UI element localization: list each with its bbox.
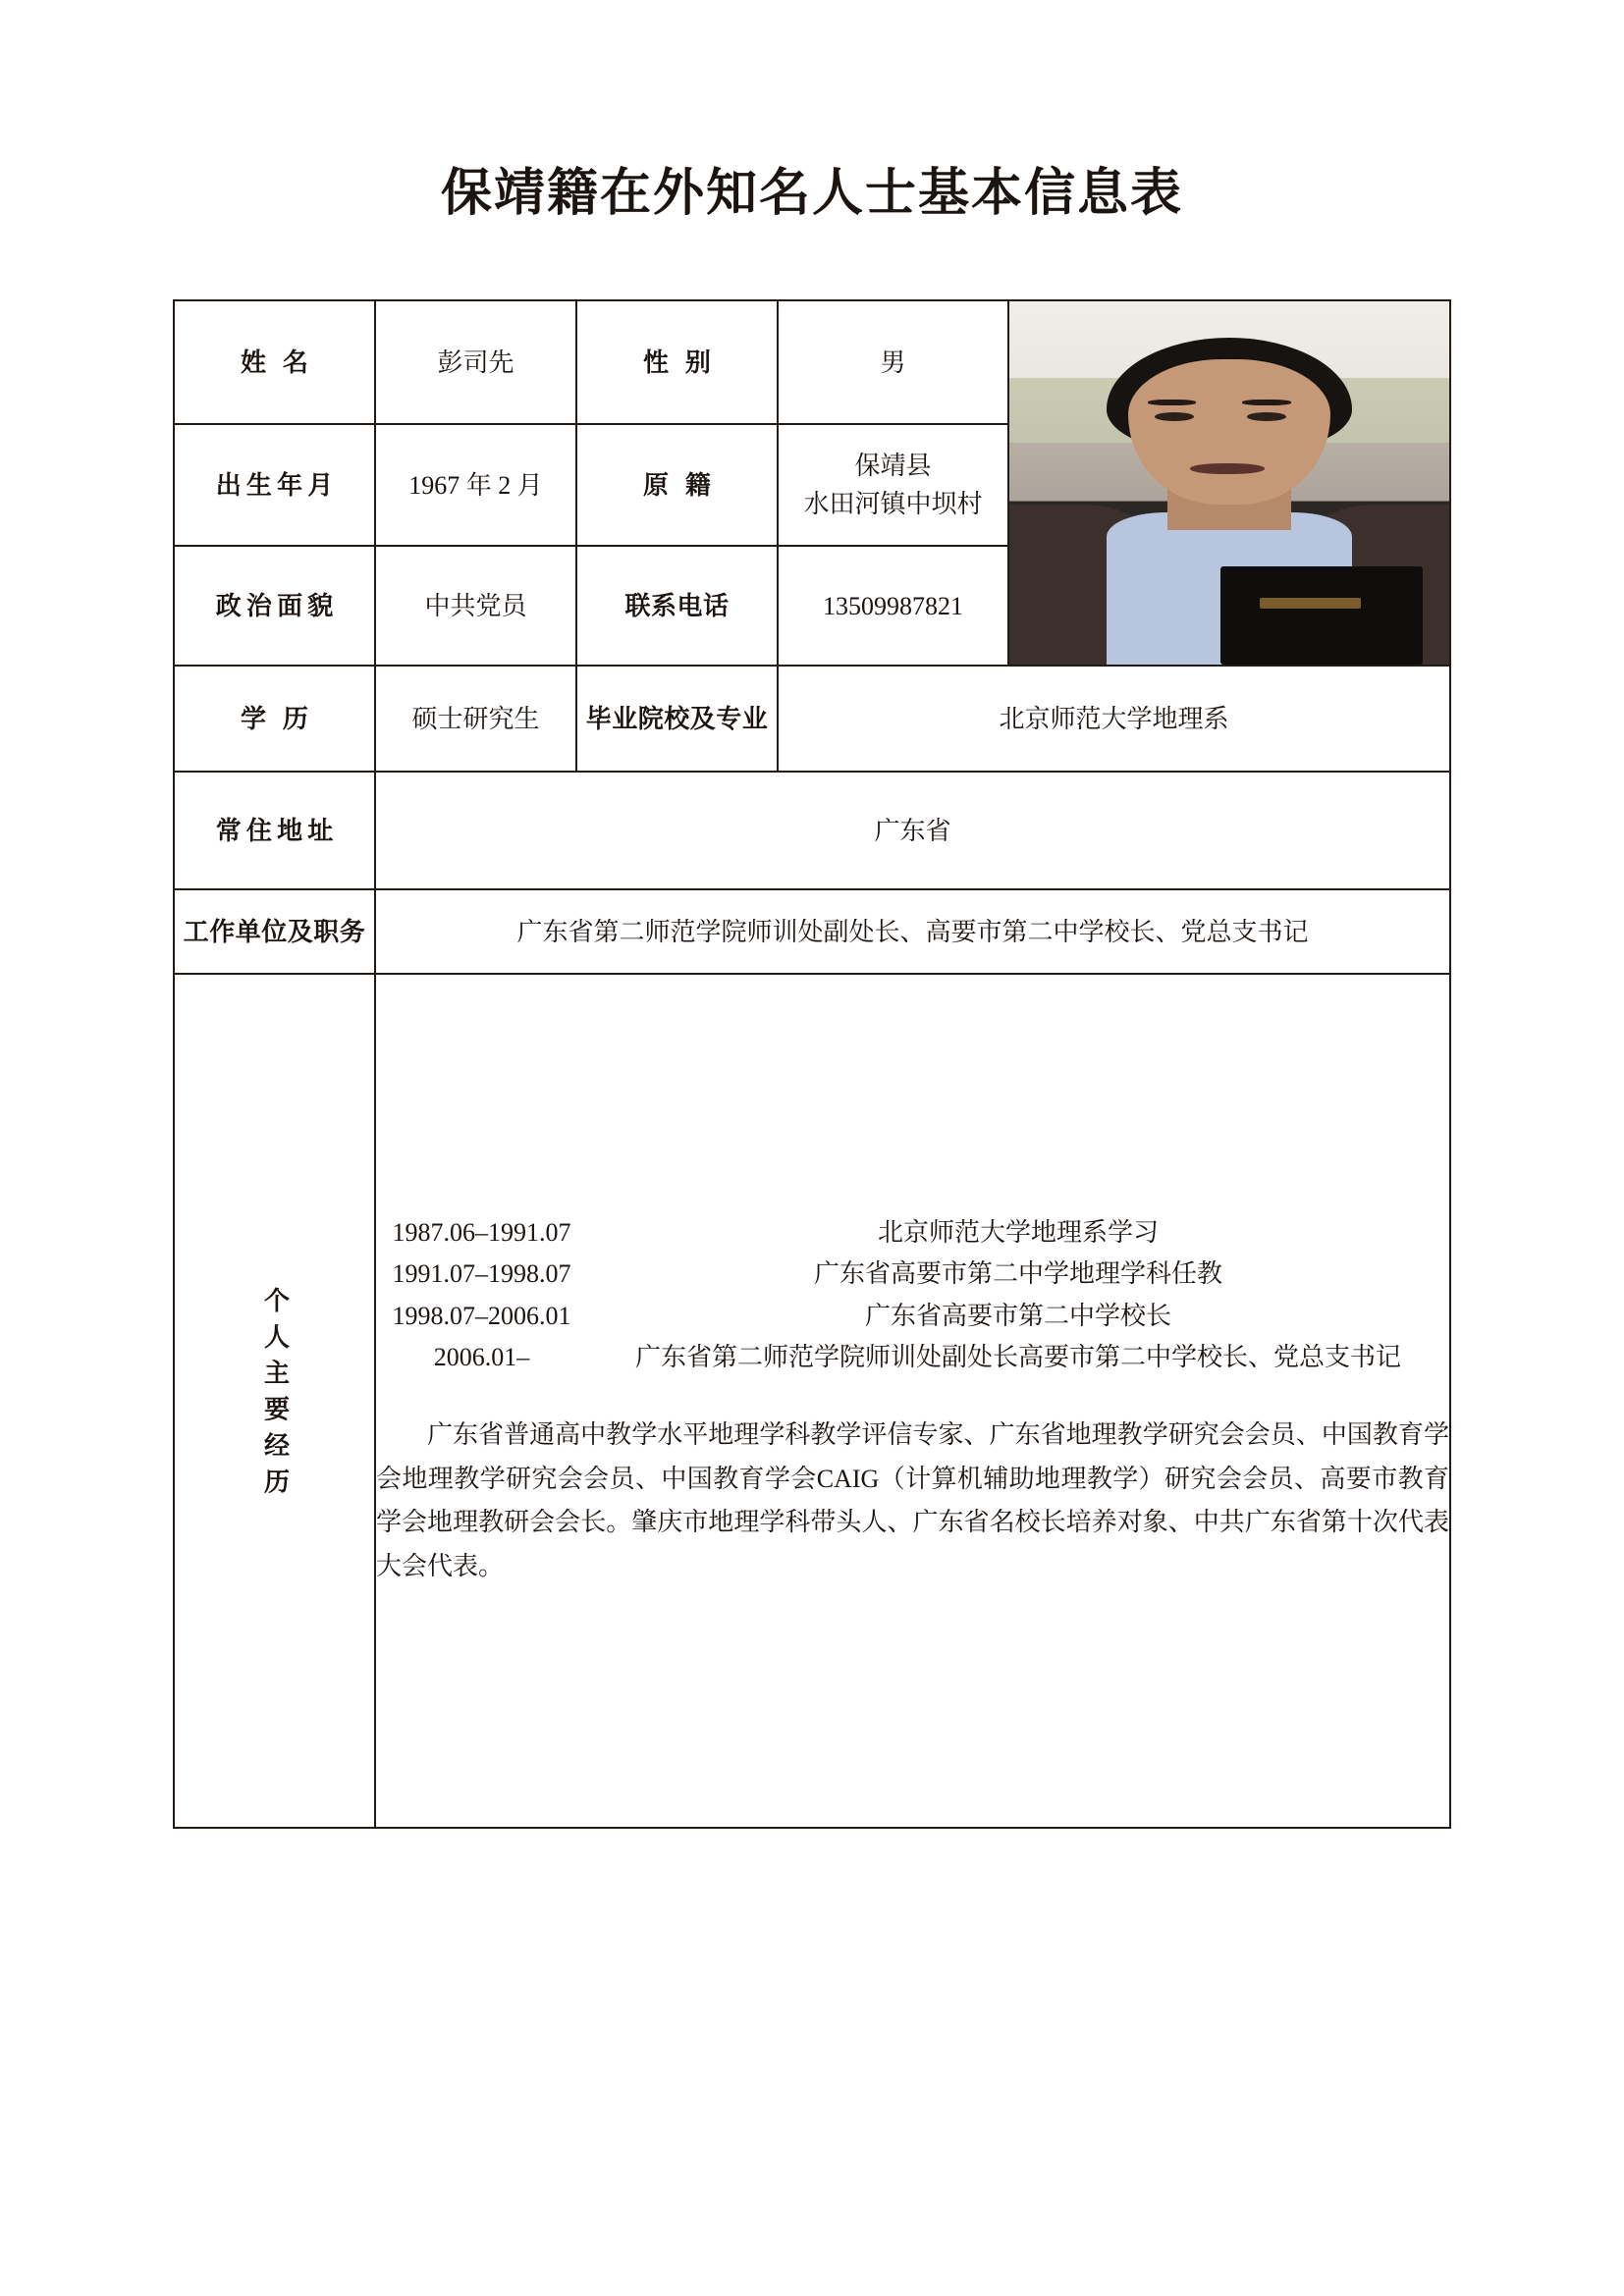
value-address: 广东省 <box>375 772 1450 889</box>
value-origin-line2: 水田河镇中坝村 <box>803 490 983 518</box>
value-education: 硕士研究生 <box>375 666 576 772</box>
table-row-education <box>174 666 1450 772</box>
experience-content <box>376 1202 1449 1598</box>
timeline-entry <box>376 1212 1449 1254</box>
value-origin <box>778 424 1008 546</box>
photo-laptop-brand-logo <box>1260 598 1361 609</box>
label-experience-cell <box>174 974 375 1828</box>
photo-eyebrow-right <box>1242 400 1290 405</box>
timeline-date: 1998.07–2006.01 <box>392 1301 571 1330</box>
table-row-work-unit <box>174 889 1450 974</box>
experience-paragraph: 广东省普通高中教学水平地理学科教学评信专家、广东省地理教学研究会会员、中国教育学会地理教学研究会会员、中国教育学会CAIG（计算机辅助地理教学）研究会会员、高要市教育学会地理教研会会长。肇庆市地理学科带头人、广东省名校长培养对象、中共广东省第十次代表大会代表。 <box>376 1419 1449 1580</box>
experience-timeline <box>376 1212 1449 1377</box>
table-row-name <box>174 300 1450 424</box>
portrait-image <box>1009 301 1449 665</box>
timeline-date: 2006.01– <box>433 1342 530 1371</box>
photo-eyebrow-left <box>1148 400 1196 405</box>
label-work-unit: 工作单位及职务 <box>174 889 375 974</box>
table-row-address <box>174 772 1450 889</box>
portrait-photo <box>1009 301 1449 665</box>
timeline-entry <box>376 1254 1449 1295</box>
timeline-description: 广东省高要市第二中学校长 <box>864 1301 1171 1330</box>
label-phone: 联系电话 <box>576 546 778 666</box>
label-gender: 性 别 <box>576 300 778 424</box>
label-school-major: 毕业院校及专业 <box>576 666 778 772</box>
photo-eye-left <box>1155 412 1194 421</box>
value-name: 彭司先 <box>375 300 576 424</box>
value-phone: 13509987821 <box>778 546 1008 666</box>
page-title: 保靖籍在外知名人士基本信息表 <box>440 166 1183 222</box>
value-origin-line1: 保靖县 <box>854 452 932 480</box>
label-address: 常住地址 <box>174 772 375 889</box>
timeline-entry <box>376 1337 1449 1378</box>
timeline-entry <box>376 1296 1449 1337</box>
label-origin: 原 籍 <box>576 424 778 546</box>
label-experience: 个人主要经历 <box>260 1286 290 1505</box>
value-political-status: 中共党员 <box>375 546 576 666</box>
value-experience-cell <box>375 974 1450 1828</box>
value-school-major: 北京师范大学地理系 <box>778 666 1450 772</box>
label-political-status: 政治面貌 <box>174 546 375 666</box>
timeline-description: 广东省高要市第二中学地理学科任教 <box>813 1259 1222 1289</box>
label-name: 姓 名 <box>174 300 375 424</box>
photo-laptop <box>1220 566 1423 665</box>
value-gender: 男 <box>778 300 1008 424</box>
value-work-unit: 广东省第二师范学院师训处副处长、高要市第二中学校长、党总支书记 <box>375 889 1450 974</box>
timeline-description: 北京师范大学地理系学习 <box>877 1218 1159 1248</box>
portrait-photo-cell <box>1008 300 1450 666</box>
timeline-description: 广东省第二师范学院师训处副处长高要市第二中学校长、党总支书记 <box>634 1342 1401 1371</box>
timeline-date: 1991.07–1998.07 <box>392 1259 571 1289</box>
table-row-experience <box>174 974 1450 1828</box>
label-education: 学 历 <box>174 666 375 772</box>
value-birth-date: 1967 年 2 月 <box>375 424 576 546</box>
photo-eye-right <box>1247 412 1286 421</box>
timeline-date: 1987.06–1991.07 <box>392 1218 571 1248</box>
person-info-table <box>173 299 1451 1829</box>
label-birth-date: 出生年月 <box>174 424 375 546</box>
